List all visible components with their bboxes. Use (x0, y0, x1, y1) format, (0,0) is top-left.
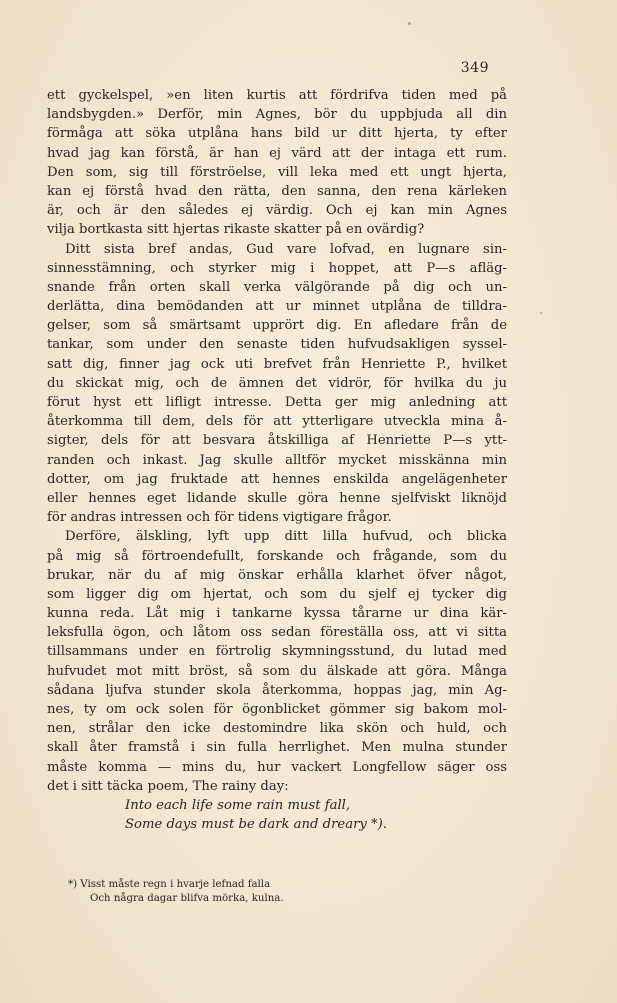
text-line: hufvudet mot mitt bröst, så som du älskade att göra. Många (47, 663, 507, 679)
text-line: ett gyckelspel, »en liten kurtis att fördrifva tiden med på (47, 88, 507, 103)
text-line: randen och inkast. Jag skulle alltför mycket misskänna min (47, 452, 507, 468)
text-line: Ditt sista bref andas, Gud vare lofvad, en lugnare sin- (65, 241, 507, 257)
poem-line: Some days must be dark and dreary *). (125, 817, 387, 833)
text-line: som ligger dig om hjertat, och som du sjelf ej tycker dig (47, 586, 507, 602)
text-line: sigter, dels för att besvara åtskilliga af Henriette P—s ytt- (47, 433, 507, 449)
text-line: det i sitt täcka poem, The rainy day: (47, 778, 289, 794)
text-line: kunna reda. Låt mig i tankarne kyssa tårarne ur dina kär- (47, 606, 507, 622)
text-line: satt dig, finner jag ock uti brefvet från Henriette P., hvilket (47, 356, 507, 372)
text-line: snande från orten skall verka välgörande på dig och un- (47, 279, 507, 295)
text-line: förmåga att söka utplåna hans bild ur ditt hjerta, ty efter (47, 126, 507, 142)
footnote-line: Och några dagar blifva mörka, kulna. (90, 893, 284, 904)
text-line: derlätta, dina bemödanden att ur minnet utplåna de tilldra- (47, 299, 507, 315)
text-line: Den som, sig till förströelse, vill leka med ett ungt hjerta, (47, 164, 507, 180)
text-line: på mig så förtroendefullt, forskande och frågande, som du (47, 548, 507, 564)
text-line: dotter, om jag fruktade att hennes enskilda angelägenheter (47, 471, 507, 487)
text-line: nen, strålar den icke destomindre lika skön och huld, och (47, 721, 507, 737)
text-line: gelser, som så smärtsamt upprört dig. En afledare från de (47, 318, 507, 334)
text-line: Derföre, älskling, lyft upp ditt lilla hufvud, och blicka (65, 529, 507, 545)
text-line: du skickat mig, och de ämnen det vidrör, för hvilka du ju (47, 375, 507, 391)
text-line: vilja bortkasta sitt hjertas rikaste skatter på en ovärdig? (47, 222, 425, 238)
text-line: sådana ljufva stunder skola återkomma, hoppas jag, min Ag- (47, 682, 507, 698)
poem-line: Into each life some rain must fall, (125, 797, 351, 813)
paper-speck (408, 22, 411, 25)
text-line: brukar, när du af mig önskar erhålla klarhet öfver något, (47, 567, 507, 583)
text-line: nes, ty om ock solen för ögonblicket gömmer sig bakom mol- (47, 702, 507, 717)
text-line: sinnesstämning, och styrker mig i hoppet, att P—s afläg- (47, 260, 507, 276)
footnotes (68, 878, 284, 906)
text-line: hvad jag kan förstå, är han ej värd att der intaga ett rum. (47, 145, 507, 161)
paper-speck (540, 312, 542, 314)
page-number: 349 (460, 60, 489, 76)
body-text (47, 86, 507, 834)
text-line: kan ej förstå hvad den rätta, den sanna, den rena kärleken (47, 183, 507, 199)
text-line: eller hennes eget lidande skulle göra henne sjelfviskt liknöjd (47, 490, 507, 506)
text-line: tankar, som under den senaste tiden hufvudsakligen syssel- (47, 337, 507, 353)
text-line: återkomma till dem, dels för att ytterligare utveckla mina å- (47, 414, 507, 430)
text-line: är, och är den således ej värdig. Och ej kan min Agnes (47, 203, 507, 219)
footnote-line: *) Visst måste regn i hvarje lefnad falla (68, 879, 271, 890)
text-line: för andras intressen och för tidens vigtigare frågor. (47, 510, 392, 526)
text-line: förut hyst ett lifligt intresse. Detta ger mig anledning att (47, 395, 507, 410)
text-line: måste komma — mins du, hur vackert Longfellow säger oss (47, 759, 507, 775)
text-line: tillsammans under en förtrolig skymningsstund, du lutad med (47, 644, 507, 660)
text-line: landsbygden.» Derför, min Agnes, bör du uppbjuda all din (47, 107, 507, 123)
text-line: skall åter framstå i sin fulla herrlighet. Men mulna stunder (47, 740, 507, 756)
text-line: leksfulla ögon, och låtom oss sedan föreställa oss, att vi sitta (47, 625, 507, 641)
